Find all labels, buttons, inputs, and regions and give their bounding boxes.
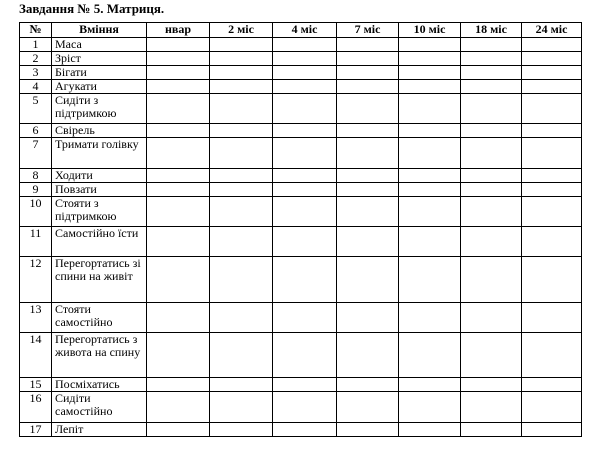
table-row — [20, 303, 582, 333]
header-col-2m: 2 міс — [210, 23, 273, 38]
row-number: 9 — [20, 183, 52, 197]
matrix-body — [20, 38, 582, 437]
row-skill: Сидіти з підтримкою — [52, 94, 147, 124]
matrix-cell — [461, 333, 522, 378]
matrix-cell — [522, 227, 582, 257]
matrix-cell — [337, 392, 399, 423]
row-skill: Перегортатись зі спини на живіт — [52, 257, 147, 303]
matrix-cell — [522, 66, 582, 80]
row-skill: Маса — [52, 38, 147, 52]
row-skill: Повзати — [52, 183, 147, 197]
matrix-cell — [273, 38, 337, 52]
matrix-cell — [273, 52, 337, 66]
matrix-cell — [522, 392, 582, 423]
matrix-cell — [399, 80, 461, 94]
matrix-cell — [210, 169, 273, 183]
matrix-cell — [210, 138, 273, 169]
matrix-cell — [273, 124, 337, 138]
matrix-cell — [522, 80, 582, 94]
row-skill: Зріст — [52, 52, 147, 66]
matrix-cell — [147, 183, 210, 197]
matrix-cell — [337, 197, 399, 227]
matrix-cell — [337, 378, 399, 392]
row-skill: Бігати — [52, 66, 147, 80]
matrix-cell — [461, 423, 522, 437]
matrix-cell — [522, 257, 582, 303]
matrix-cell — [147, 392, 210, 423]
matrix-cell — [210, 303, 273, 333]
matrix-cell — [210, 392, 273, 423]
table-row — [20, 183, 582, 197]
row-skill: Стояти самостійно — [52, 303, 147, 333]
matrix-cell — [399, 333, 461, 378]
matrix-cell — [273, 303, 337, 333]
table-row — [20, 257, 582, 303]
matrix-cell — [399, 183, 461, 197]
matrix-cell — [273, 197, 337, 227]
matrix-cell — [337, 303, 399, 333]
matrix-cell — [399, 66, 461, 80]
matrix-cell — [522, 138, 582, 169]
matrix-cell — [273, 66, 337, 80]
row-number: 4 — [20, 80, 52, 94]
matrix-cell — [210, 197, 273, 227]
table-row — [20, 38, 582, 52]
row-skill: Сидіти самостійно — [52, 392, 147, 423]
matrix-cell — [337, 257, 399, 303]
matrix-cell — [147, 124, 210, 138]
row-skill: Лепіт — [52, 423, 147, 437]
header-col-18m: 18 міс — [461, 23, 522, 38]
matrix-cell — [399, 138, 461, 169]
matrix-cell — [147, 138, 210, 169]
matrix-cell — [461, 392, 522, 423]
matrix-cell — [461, 257, 522, 303]
row-number: 10 — [20, 197, 52, 227]
matrix-cell — [337, 169, 399, 183]
matrix-cell — [522, 303, 582, 333]
matrix-cell — [273, 257, 337, 303]
row-skill: Посміхатись — [52, 378, 147, 392]
row-number: 6 — [20, 124, 52, 138]
row-number: 7 — [20, 138, 52, 169]
row-number: 3 — [20, 66, 52, 80]
matrix-cell — [522, 169, 582, 183]
matrix-cell — [210, 94, 273, 124]
row-number: 13 — [20, 303, 52, 333]
matrix-cell — [147, 423, 210, 437]
table-row — [20, 80, 582, 94]
row-skill: Ходити — [52, 169, 147, 183]
matrix-cell — [461, 66, 522, 80]
matrix-cell — [337, 124, 399, 138]
matrix-cell — [147, 80, 210, 94]
matrix-cell — [273, 169, 337, 183]
header-col-10m: 10 міс — [399, 23, 461, 38]
matrix-cell — [399, 423, 461, 437]
matrix-cell — [399, 257, 461, 303]
row-number: 8 — [20, 169, 52, 183]
matrix-cell — [273, 423, 337, 437]
matrix-cell — [147, 38, 210, 52]
matrix-cell — [337, 183, 399, 197]
row-skill: Стояти з підтримкою — [52, 197, 147, 227]
matrix-cell — [147, 66, 210, 80]
matrix-cell — [210, 183, 273, 197]
matrix-cell — [147, 197, 210, 227]
matrix-cell — [210, 38, 273, 52]
matrix-cell — [461, 227, 522, 257]
matrix-cell — [399, 227, 461, 257]
table-row — [20, 52, 582, 66]
matrix-table — [19, 22, 582, 437]
matrix-cell — [522, 124, 582, 138]
matrix-cell — [210, 124, 273, 138]
matrix-cell — [147, 52, 210, 66]
matrix-cell — [399, 52, 461, 66]
matrix-cell — [210, 333, 273, 378]
row-number: 5 — [20, 94, 52, 124]
table-row — [20, 423, 582, 437]
row-number: 11 — [20, 227, 52, 257]
row-number: 14 — [20, 333, 52, 378]
header-col-4m: 4 міс — [273, 23, 337, 38]
matrix-cell — [147, 333, 210, 378]
matrix-cell — [147, 169, 210, 183]
matrix-cell — [210, 378, 273, 392]
matrix-cell — [210, 66, 273, 80]
matrix-cell — [522, 94, 582, 124]
table-row — [20, 124, 582, 138]
matrix-cell — [273, 227, 337, 257]
matrix-cell — [461, 52, 522, 66]
matrix-cell — [399, 169, 461, 183]
matrix-cell — [522, 378, 582, 392]
matrix-cell — [210, 52, 273, 66]
matrix-cell — [337, 138, 399, 169]
matrix-cell — [273, 183, 337, 197]
table-row — [20, 66, 582, 80]
matrix-cell — [399, 124, 461, 138]
matrix-cell — [337, 423, 399, 437]
matrix-cell — [522, 38, 582, 52]
matrix-cell — [461, 303, 522, 333]
matrix-cell — [522, 423, 582, 437]
row-skill: Свірель — [52, 124, 147, 138]
matrix-cell — [273, 94, 337, 124]
table-row — [20, 138, 582, 169]
matrix-cell — [273, 80, 337, 94]
matrix-cell — [399, 38, 461, 52]
row-number: 12 — [20, 257, 52, 303]
row-skill: Тримати голівку — [52, 138, 147, 169]
row-number: 1 — [20, 38, 52, 52]
matrix-cell — [147, 378, 210, 392]
matrix-cell — [273, 333, 337, 378]
row-number: 17 — [20, 423, 52, 437]
matrix-cell — [337, 227, 399, 257]
matrix-cell — [337, 38, 399, 52]
matrix-cell — [210, 227, 273, 257]
header-skill: Вміння — [52, 23, 147, 38]
matrix-cell — [399, 197, 461, 227]
matrix-cell — [461, 169, 522, 183]
table-row — [20, 333, 582, 378]
matrix-cell — [147, 257, 210, 303]
matrix-cell — [273, 378, 337, 392]
header-col-7m: 7 міс — [337, 23, 399, 38]
matrix-cell — [210, 423, 273, 437]
table-row — [20, 197, 582, 227]
matrix-cell — [337, 66, 399, 80]
row-skill: Перегортатись з живота на спину — [52, 333, 147, 378]
table-row — [20, 227, 582, 257]
matrix-cell — [461, 38, 522, 52]
matrix-cell — [461, 378, 522, 392]
matrix-cell — [147, 94, 210, 124]
matrix-cell — [399, 378, 461, 392]
matrix-cell — [337, 52, 399, 66]
matrix-cell — [522, 52, 582, 66]
matrix-cell — [461, 183, 522, 197]
header-row — [20, 23, 582, 38]
row-number: 15 — [20, 378, 52, 392]
matrix-cell — [461, 94, 522, 124]
header-num: № — [20, 23, 52, 38]
matrix-cell — [210, 257, 273, 303]
matrix-cell — [461, 124, 522, 138]
matrix-cell — [522, 197, 582, 227]
matrix-cell — [147, 303, 210, 333]
row-skill: Агукати — [52, 80, 147, 94]
matrix-cell — [337, 94, 399, 124]
matrix-cell — [210, 80, 273, 94]
header-col-nvar: нвар — [147, 23, 210, 38]
row-skill: Самостійно їсти — [52, 227, 147, 257]
table-row — [20, 392, 582, 423]
matrix-cell — [337, 80, 399, 94]
table-row — [20, 169, 582, 183]
table-row — [20, 94, 582, 124]
row-number: 16 — [20, 392, 52, 423]
matrix-cell — [273, 392, 337, 423]
matrix-cell — [461, 80, 522, 94]
matrix-cell — [461, 197, 522, 227]
matrix-cell — [147, 227, 210, 257]
matrix-cell — [522, 183, 582, 197]
matrix-cell — [399, 392, 461, 423]
header-col-24m: 24 міс — [522, 23, 582, 38]
table-row — [20, 378, 582, 392]
matrix-cell — [399, 303, 461, 333]
row-number: 2 — [20, 52, 52, 66]
matrix-cell — [399, 94, 461, 124]
matrix-cell — [522, 333, 582, 378]
matrix-cell — [337, 333, 399, 378]
page-title: Завдання № 5. Матриця. — [19, 1, 165, 16]
matrix-cell — [461, 138, 522, 169]
matrix-cell — [273, 138, 337, 169]
